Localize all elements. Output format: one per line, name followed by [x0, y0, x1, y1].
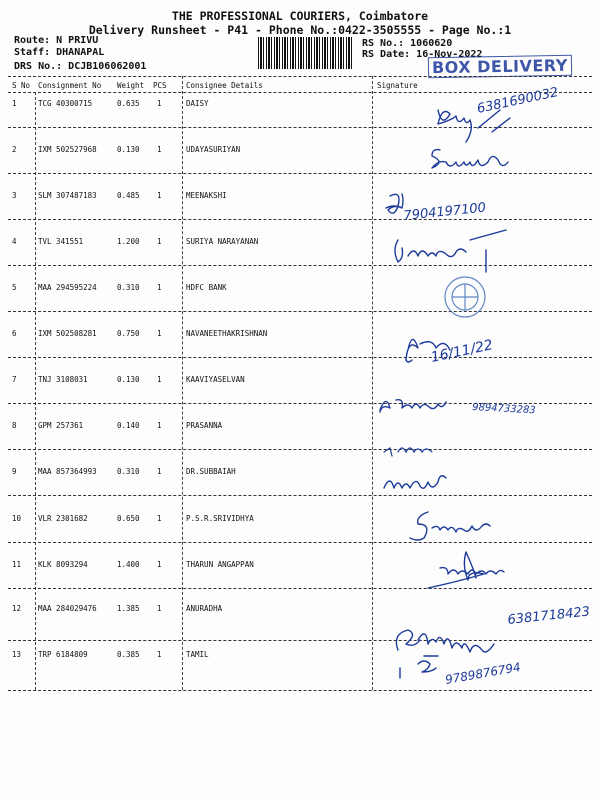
staff-label: Staff: DHANAPAL — [14, 47, 105, 58]
row-sno: 8 — [12, 421, 17, 430]
row-pcs: 1 — [157, 467, 162, 476]
signature-11 — [428, 552, 504, 588]
row-pcs: 1 — [157, 604, 162, 613]
row-consignment: MAA 857364993 — [38, 467, 97, 476]
row-pcs: 1 — [157, 650, 162, 659]
row-consignee: MEENAKSHI — [186, 191, 227, 200]
row-pcs: 1 — [157, 421, 162, 430]
row-weight: 0.310 — [117, 467, 140, 476]
row-consignee: UDAYASURIYAN — [186, 145, 241, 154]
row-consignment: TRP 6184809 — [38, 650, 88, 659]
row-pcs: 1 — [157, 145, 162, 154]
row-weight: 0.650 — [117, 514, 140, 523]
handwritten-phone-7: 9894733283 — [471, 402, 536, 417]
rs-date: RS Date: 16-Nov-2022 — [362, 49, 483, 60]
handwritten-phone-1: 6381690032 — [475, 85, 560, 117]
row-weight: 1.200 — [117, 237, 140, 246]
col-signature: Signature — [377, 81, 418, 90]
row-sno: 10 — [12, 514, 22, 523]
col-consignee: Consignee Details — [186, 81, 263, 90]
row-pcs: 1 — [157, 191, 162, 200]
row-consignee: KAAVIYASELVAN — [186, 375, 245, 384]
row-pcs: 1 — [157, 514, 162, 523]
route-label: Route: N PRIVU — [14, 35, 99, 46]
row-consignee: P.S.R.SRIVIDHYA — [186, 514, 254, 523]
row-consignee: PRASANNA — [186, 421, 223, 430]
col-pcs: PCS — [153, 81, 167, 90]
drs-number: DRS No.: DCJB106062001 — [14, 61, 147, 72]
row-sno: 1 — [12, 99, 17, 108]
row-pcs: 1 — [157, 283, 162, 292]
signature-10 — [410, 512, 490, 540]
row-consignment: SLM 307487183 — [38, 191, 97, 200]
row-pcs: 1 — [157, 375, 162, 384]
rs-number: RS No.: 1060620 — [362, 38, 453, 49]
signature-9 — [384, 476, 446, 489]
row-weight: 0.485 — [117, 191, 140, 200]
row-sno: 6 — [12, 329, 17, 338]
col-consignment: Consignment No — [38, 81, 102, 90]
row-sno: 5 — [12, 283, 17, 292]
box-delivery-stamp: BOX DELIVERY — [428, 55, 572, 79]
handwritten-phone-3: 7904197100 — [402, 200, 487, 224]
row-weight: 1.385 — [117, 604, 140, 613]
row-consignee: SURIYA NARAYANAN — [186, 237, 259, 246]
handwritten-phone-13: 9789876794 — [444, 659, 522, 687]
handwritten-date-6: 16/11/22 — [429, 337, 495, 366]
row-sno: 2 — [12, 145, 17, 154]
row-sno: 4 — [12, 237, 17, 246]
row-consignee: NAVANEETHAKRISHNAN — [186, 329, 268, 338]
bank-stamp — [445, 277, 485, 317]
row-consignment: TCG 40300715 — [38, 99, 93, 108]
row-consignment: MAA 294595224 — [38, 283, 97, 292]
signature-7 — [380, 400, 446, 412]
col-weight: Weight — [117, 81, 145, 90]
row-sno: 7 — [12, 375, 17, 384]
row-consignee: DR.SUBBAIAH — [186, 467, 236, 476]
row-consignment: VLR 2301682 — [38, 514, 88, 523]
row-sno: 11 — [12, 560, 22, 569]
row-sno: 12 — [12, 604, 22, 613]
signature-2 — [432, 150, 508, 168]
signature-13 — [418, 656, 438, 672]
row-weight: 0.130 — [117, 375, 140, 384]
row-sno: 3 — [12, 191, 17, 200]
row-consignment: MAA 284029476 — [38, 604, 97, 613]
runsheet-title: Delivery Runsheet - P41 - Phone No.:0422-3505555 - Page No.:1 — [88, 23, 512, 37]
row-consignment: IXM 502508281 — [38, 329, 97, 338]
row-consignee: THARUN ANGAPPAN — [186, 560, 254, 569]
row-pcs: 1 — [157, 560, 162, 569]
row-consignee: TAMIL — [186, 650, 209, 659]
row-weight: 0.140 — [117, 421, 140, 430]
row-sno: 9 — [12, 467, 17, 476]
row-consignee: DAISY — [186, 99, 209, 108]
row-weight: 0.310 — [117, 283, 140, 292]
company-title: THE PROFESSIONAL COURIERS, Coimbatore — [171, 9, 429, 23]
row-consignment: GPM 257361 — [38, 421, 84, 430]
row-weight: 0.750 — [117, 329, 140, 338]
row-consignment: TNJ 3108031 — [38, 375, 88, 384]
row-sno: 13 — [12, 650, 22, 659]
signature-1 — [438, 110, 510, 142]
row-weight: 1.400 — [117, 560, 140, 569]
signature-8 — [384, 448, 432, 456]
row-weight: 0.130 — [117, 145, 140, 154]
row-weight: 0.635 — [117, 99, 140, 108]
row-consignee: ANURADHA — [186, 604, 223, 613]
signature-3 — [386, 194, 403, 213]
row-pcs: 1 — [157, 329, 162, 338]
row-pcs: 1 — [157, 99, 162, 108]
col-sno: S No — [12, 81, 31, 90]
signature-4 — [395, 230, 506, 272]
row-consignee: HDFC BANK — [186, 283, 227, 292]
handwritten-phone-12: 6381718423 — [506, 604, 591, 628]
row-pcs: 1 — [157, 237, 162, 246]
row-consignment: TVL 341551 — [38, 237, 84, 246]
row-weight: 0.385 — [117, 650, 140, 659]
row-consignment: IXM 502527968 — [38, 145, 97, 154]
row-consignment: KLK 8093294 — [38, 560, 88, 569]
